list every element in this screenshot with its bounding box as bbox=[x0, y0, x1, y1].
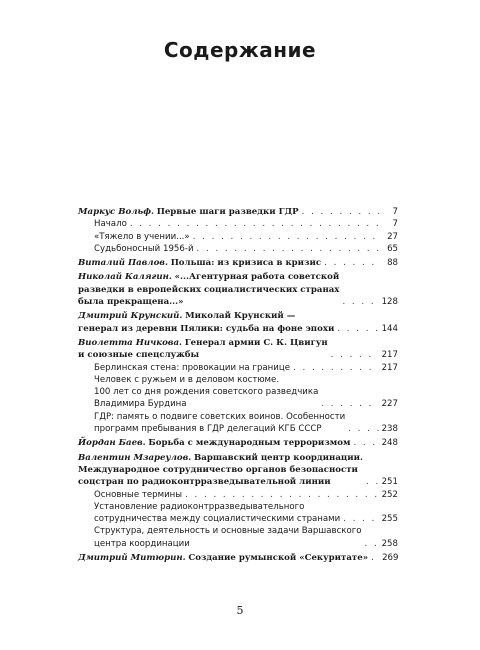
toc-entry bbox=[78, 362, 398, 374]
toc-entry bbox=[78, 411, 398, 436]
toc-author: Йордан Баев. bbox=[78, 438, 146, 449]
toc-page-number: 217 bbox=[381, 350, 398, 361]
toc-page-number: 65 bbox=[387, 243, 398, 254]
toc-entry-text bbox=[78, 271, 339, 308]
toc-title: Основные термины bbox=[94, 489, 183, 500]
toc-title: Генерал армии С. К. Цвигун bbox=[184, 337, 328, 348]
toc-entry-line bbox=[78, 323, 334, 335]
toc-leader-dots bbox=[366, 476, 379, 488]
toc-entry bbox=[78, 310, 398, 335]
toc-title: Варшавский центр координации. bbox=[194, 452, 363, 463]
toc-leader-dots bbox=[353, 437, 378, 449]
toc-title: Миколай Крунский — bbox=[185, 311, 296, 322]
toc-title: Структура, деятельность и основные задачи Варшавского bbox=[94, 526, 362, 537]
toc-page-number: 27 bbox=[387, 231, 398, 242]
toc-entry-line bbox=[78, 476, 363, 488]
toc-page-number: 248 bbox=[381, 438, 398, 449]
toc-title: сотрудничества между социалистическими странами bbox=[94, 514, 341, 525]
toc-entry-line bbox=[94, 489, 182, 501]
toc-entry-line bbox=[94, 231, 190, 243]
toc-leader-dots bbox=[197, 243, 381, 255]
toc-entry bbox=[78, 243, 398, 255]
toc-title: Берлинская стена: провокации на границе bbox=[94, 362, 291, 373]
toc-entry-text bbox=[94, 525, 362, 550]
toc-author: Валентин Мзареулов. bbox=[78, 452, 192, 463]
toc-entry-line bbox=[94, 538, 362, 550]
toc-leader-dots bbox=[293, 362, 379, 374]
toc-author: Дмитрий Митюрин. bbox=[78, 553, 186, 564]
toc-title: Польша: из кризиса в кризис bbox=[170, 258, 322, 269]
toc-leader-dots bbox=[193, 231, 381, 243]
toc-title: 100 лет со дня рождения советского разведчика bbox=[94, 387, 319, 398]
toc-entry-text bbox=[78, 452, 363, 489]
toc-entry-line bbox=[78, 257, 321, 269]
toc-entry-line bbox=[94, 243, 194, 255]
toc-page-number: 217 bbox=[381, 362, 398, 373]
toc-entry bbox=[78, 374, 398, 411]
toc-title: и союзные спецслужбы bbox=[78, 350, 200, 361]
toc-page-number: 252 bbox=[381, 489, 398, 500]
toc-page-number: 7 bbox=[392, 219, 398, 230]
toc-leader-dots bbox=[342, 296, 378, 308]
toc-entry-text bbox=[94, 411, 345, 436]
toc-entry bbox=[78, 231, 398, 243]
toc-title: Создание румынской «Секуритате» bbox=[188, 553, 369, 564]
toc-page-number: 128 bbox=[381, 297, 398, 308]
toc-page-number: 144 bbox=[381, 323, 398, 334]
toc-author: Николай Калягин. bbox=[78, 272, 172, 283]
toc-leader-dots bbox=[348, 423, 378, 435]
toc-entry-line bbox=[94, 525, 362, 537]
toc-page-number: 238 bbox=[381, 424, 398, 435]
toc-page-number: 251 bbox=[381, 477, 398, 488]
toc-entry-line bbox=[94, 386, 318, 398]
toc-entry-line bbox=[78, 271, 339, 283]
toc-entry-line bbox=[94, 362, 290, 374]
toc-entry-text bbox=[94, 501, 340, 526]
toc-entry bbox=[78, 552, 398, 564]
toc-entry-line bbox=[94, 513, 340, 525]
toc-title: центра координации bbox=[94, 538, 190, 549]
toc-leader-dots bbox=[371, 552, 379, 564]
toc-author: Виолетта Ничкова. bbox=[78, 337, 183, 348]
toc-entry-line bbox=[78, 452, 363, 464]
toc-leader-dots bbox=[337, 323, 378, 335]
toc-title: соцстран по радиоконтрразведывательной линии bbox=[78, 477, 331, 488]
toc-entry bbox=[78, 525, 398, 550]
toc-entry-line bbox=[94, 411, 345, 423]
toc-entry-text bbox=[78, 337, 328, 362]
toc-author: Маркус Вольф. bbox=[78, 207, 154, 217]
toc-entry bbox=[78, 271, 398, 308]
toc-entry-text bbox=[94, 489, 182, 501]
toc-leader-dots bbox=[365, 538, 379, 550]
toc-title: разведки в европейских социалистических странах bbox=[78, 284, 340, 295]
toc-entry bbox=[78, 489, 398, 501]
toc-entry-text bbox=[94, 362, 290, 374]
toc-leader-dots bbox=[343, 513, 378, 525]
toc-entry-text bbox=[78, 552, 368, 564]
toc-entry bbox=[78, 206, 398, 218]
toc-entry bbox=[78, 337, 398, 362]
toc-leader-dots bbox=[331, 349, 379, 361]
toc-page-number: 258 bbox=[381, 538, 398, 549]
toc-entry-line bbox=[78, 337, 328, 349]
toc-title: «Тяжело в учении...» bbox=[94, 231, 190, 242]
toc-title: Владимира Бурдина bbox=[94, 399, 187, 410]
toc-leader-dots bbox=[185, 489, 379, 501]
toc-page-number: 7 bbox=[392, 207, 398, 217]
toc-entry bbox=[78, 501, 398, 526]
toc-leader-dots bbox=[130, 218, 381, 230]
toc-entry-line bbox=[78, 349, 328, 361]
toc-entry-line bbox=[94, 218, 127, 230]
toc-entry-line bbox=[78, 552, 368, 564]
table-of-contents bbox=[78, 204, 398, 564]
toc-page-number: 255 bbox=[381, 514, 398, 525]
toc-entry-text bbox=[78, 437, 350, 449]
toc-title: Международное сотрудничество органов безопасности bbox=[78, 464, 358, 475]
toc-entry-text bbox=[94, 243, 194, 255]
toc-entry-line bbox=[78, 437, 350, 449]
toc-entry-line bbox=[94, 423, 345, 435]
toc-entry-line bbox=[94, 501, 340, 513]
toc-entry-line bbox=[78, 206, 299, 218]
toc-title: была прекращена...» bbox=[78, 297, 184, 308]
toc-entry bbox=[78, 218, 398, 230]
toc-entry-line bbox=[94, 374, 318, 386]
toc-title: генерал из деревни Пялики: судьба на фоне эпохи bbox=[78, 323, 335, 334]
toc-title: Судьбоносный 1956-й bbox=[94, 243, 194, 254]
page-title: Содержание bbox=[163, 38, 317, 62]
toc-entry bbox=[78, 437, 398, 449]
toc-entry-line bbox=[78, 296, 339, 308]
toc-leader-dots bbox=[324, 257, 381, 269]
toc-title: ГДР: память о подвиге советских воинов. Особенности bbox=[94, 411, 346, 422]
toc-entry bbox=[78, 257, 398, 269]
toc-entry-text bbox=[78, 257, 321, 269]
toc-entry-text bbox=[94, 231, 190, 243]
toc-title: программ пребывания в ГДР делегаций КГБ СССР bbox=[94, 424, 322, 435]
toc-entry-line bbox=[94, 398, 318, 410]
toc-title: Первые шаги разведки ГДР bbox=[156, 207, 299, 217]
toc-entry-line bbox=[78, 310, 334, 322]
toc-page-number: 88 bbox=[387, 258, 398, 269]
toc-author: Виталий Павлов. bbox=[78, 258, 168, 269]
toc-author: Дмитрий Крунский. bbox=[78, 311, 183, 322]
toc-entry-line bbox=[78, 464, 363, 476]
toc-entry-text bbox=[94, 374, 318, 411]
toc-entry-text bbox=[78, 310, 334, 335]
toc-entry-text bbox=[94, 218, 127, 230]
toc-entry-text bbox=[78, 206, 299, 218]
toc-title: Установление радиоконтрразведывательного bbox=[94, 501, 305, 512]
toc-title: «...Агентурная работа советской bbox=[174, 272, 340, 283]
page-number: 5 bbox=[236, 604, 244, 617]
toc-entry-line bbox=[78, 284, 339, 296]
toc-page-number: 269 bbox=[382, 553, 399, 564]
toc-title: Человек с ружьем и в деловом костюме. bbox=[94, 374, 280, 385]
toc-leader-dots bbox=[321, 398, 378, 410]
toc-title: Начало bbox=[94, 219, 127, 230]
toc-title: Борьба с международным терроризмом bbox=[148, 438, 351, 449]
toc-page-number: 227 bbox=[381, 399, 398, 410]
toc-entry bbox=[78, 452, 398, 489]
toc-leader-dots bbox=[302, 206, 381, 218]
